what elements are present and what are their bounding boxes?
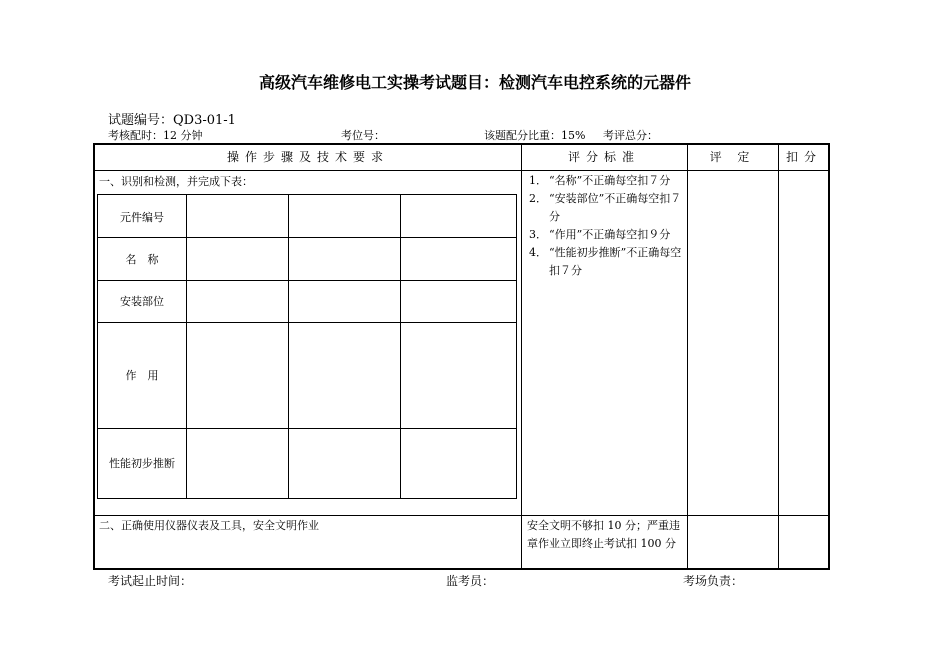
divider-col2 — [687, 145, 688, 568]
meta-total: 考评总分： — [603, 129, 658, 142]
section-1-label: 一、识别和检测，并完成下表： — [99, 175, 253, 188]
row-label-performance: 性能初步推断 — [109, 457, 175, 470]
header-criteria: 评分标准 — [567, 150, 640, 164]
criteria-item: 1． “名称”不正确每空扣７分 — [529, 174, 671, 187]
footer-time: 考试起止时间： — [108, 574, 193, 588]
meta-line — [108, 127, 868, 143]
header-deduction: 扣分 — [785, 150, 822, 164]
divider-section — [95, 515, 828, 516]
footer-chief: 考场负责： — [683, 574, 744, 588]
exam-table — [93, 143, 830, 570]
header-steps: 操作步骤及技术要求 — [226, 150, 389, 164]
exam-code: 试题编号：QD3-01-1 — [108, 113, 236, 128]
divider-col1 — [521, 145, 522, 568]
inner-divider — [98, 237, 516, 238]
inner-divider — [288, 195, 289, 498]
inner-divider — [98, 428, 516, 429]
divider-header — [95, 170, 828, 171]
header-evaluation: 评 定 — [709, 150, 756, 164]
criteria-item: 4． “性能初步推断”不正确每空扣７分 — [529, 246, 682, 277]
criteria-list — [525, 172, 685, 280]
criteria-item: 3． “作用”不正确每空扣９分 — [529, 228, 671, 241]
inner-divider — [186, 195, 187, 498]
divider-col3 — [778, 145, 779, 568]
row-label-name: 名 称 — [125, 253, 159, 266]
page-title: 高级汽车维修电工实操考试题目：检测汽车电控系统的元器件 — [258, 73, 691, 92]
inner-divider — [98, 322, 516, 323]
footer — [108, 572, 808, 590]
meta-weight: 该题配分比重：15% — [484, 129, 586, 142]
criteria-item: 2． “安装部位”不正确每空扣７分 — [529, 192, 682, 223]
component-table — [97, 194, 517, 499]
row-label-location: 安装部位 — [120, 295, 164, 308]
row-label-component-no: 元件编号 — [120, 211, 164, 224]
section-2-label: 二、正确使用仪器仪表及工具，安全文明作业 — [99, 519, 319, 532]
meta-time: 考核配时：12 分钟 — [108, 129, 203, 142]
inner-divider — [98, 280, 516, 281]
footer-proctor: 监考员： — [446, 574, 495, 588]
meta-seat: 考位号： — [341, 129, 385, 142]
row-label-function: 作 用 — [125, 369, 159, 382]
safety-criteria: 安全文明不够扣 10 分；严重违章作业立即终止考试扣 100 分 — [527, 519, 680, 550]
inner-divider — [400, 195, 401, 498]
